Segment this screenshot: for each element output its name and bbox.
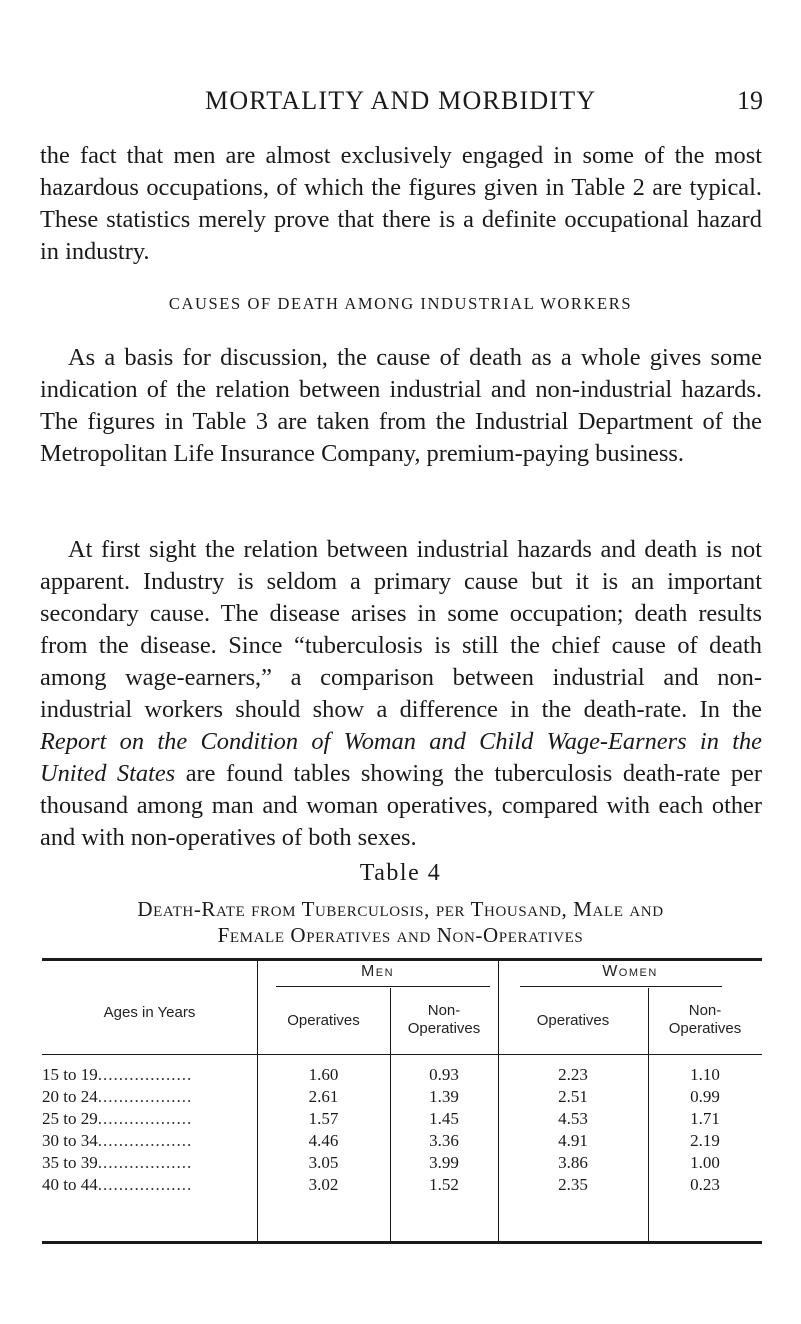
table-row bbox=[42, 1174, 762, 1196]
men-group-rule bbox=[276, 986, 490, 987]
table-body bbox=[42, 1064, 762, 1196]
age-cell bbox=[42, 1152, 252, 1174]
leader-dots: .................. bbox=[97, 1131, 193, 1150]
women-operatives-cell: 2.51 bbox=[558, 1087, 588, 1106]
section-heading: CAUSES OF DEATH AMONG INDUSTRIAL WORKERS bbox=[168, 294, 633, 313]
paragraph-3 bbox=[40, 534, 762, 854]
women-non-operatives-cell: 0.99 bbox=[690, 1087, 720, 1106]
leader-dots: .................. bbox=[97, 1065, 193, 1084]
paragraph-2: As a basis for discussion, the cause of death as a whole gives some indication of the relation between industrial and non-industrial hazards. The figures in Table 3 are taken from the Industrial Department of the Metropolitan Life Insurance Company, premium-paying business. bbox=[40, 344, 762, 467]
header-women-non-operatives-line-1: Non- bbox=[688, 1002, 722, 1019]
age-label: 20 to 24 bbox=[42, 1087, 98, 1106]
age-label: 30 to 34 bbox=[42, 1131, 98, 1150]
men-operatives-cell: 2.61 bbox=[308, 1087, 339, 1106]
paragraph-1: the fact that men are almost exclusively engaged in some of the most hazardous occupations, of which the figures given in Table 2 are typical. These statistics merely prove that there is a definite occupational hazard in industry. bbox=[40, 142, 762, 265]
men-operatives-cell: 1.57 bbox=[308, 1109, 339, 1128]
table-title bbox=[30, 896, 771, 948]
leader-dots: .................. bbox=[97, 1153, 193, 1172]
table-caption: Table 4 bbox=[359, 860, 442, 886]
table-row bbox=[42, 1086, 762, 1108]
age-cell bbox=[42, 1174, 252, 1196]
leader-dots: .................. bbox=[97, 1087, 193, 1106]
age-cell bbox=[42, 1064, 252, 1086]
women-group-rule bbox=[520, 986, 722, 987]
header-women-non-operatives bbox=[648, 1002, 762, 1038]
women-non-operatives-cell: 2.19 bbox=[690, 1131, 720, 1150]
men-operatives-cell: 3.05 bbox=[308, 1153, 339, 1172]
table-row bbox=[42, 1130, 762, 1152]
header-ages: Ages in Years bbox=[103, 1004, 196, 1021]
header-women-non-operatives-line-2: Operatives bbox=[668, 1020, 742, 1037]
age-label: 35 to 39 bbox=[42, 1153, 98, 1172]
age-cell bbox=[42, 1108, 252, 1130]
table-title-line-1: Death-Rate from Tuberculosis, per Thousand, Male and bbox=[137, 897, 664, 921]
tuberculosis-table bbox=[42, 958, 762, 1244]
leader-dots: .................. bbox=[97, 1109, 193, 1128]
men-non-operatives-cell: 1.39 bbox=[429, 1087, 459, 1106]
running-title: MORTALITY AND MORBIDITY bbox=[205, 86, 597, 115]
table-bottom-rule bbox=[42, 1241, 762, 1244]
women-operatives-cell: 4.53 bbox=[558, 1109, 588, 1128]
table-header-rule bbox=[42, 1054, 762, 1055]
header-women-operatives: Operatives bbox=[536, 1012, 610, 1029]
women-non-operatives-cell: 1.71 bbox=[690, 1109, 720, 1128]
men-non-operatives-cell: 1.45 bbox=[429, 1109, 459, 1128]
women-operatives-cell: 2.23 bbox=[558, 1065, 588, 1084]
men-operatives-cell: 1.60 bbox=[308, 1065, 339, 1084]
leader-dots: .................. bbox=[97, 1175, 193, 1194]
paragraph-3-text bbox=[40, 534, 762, 854]
men-non-operatives-cell: 0.93 bbox=[429, 1065, 459, 1084]
table-row bbox=[42, 1152, 762, 1174]
running-head bbox=[0, 84, 801, 124]
age-cell bbox=[42, 1086, 252, 1108]
men-non-operatives-cell: 3.99 bbox=[429, 1153, 459, 1172]
paragraph-3-after: are found tables showing the tuberculosis death-rate per thousand among man and woman operatives, compared with each other and with non-operatives of both sexes. bbox=[40, 760, 762, 851]
age-cell bbox=[42, 1130, 252, 1152]
table-title-line-2: Female Operatives and Non-Operatives bbox=[217, 923, 584, 947]
header-women: Women bbox=[602, 963, 658, 980]
men-operatives-cell: 3.02 bbox=[308, 1175, 339, 1194]
header-men-non-operatives-line-1: Non- bbox=[427, 1002, 461, 1019]
report-title-italic: Report on the Condition of Woman and Child Wage-Earners in the United States bbox=[40, 728, 762, 787]
table-row bbox=[42, 1108, 762, 1130]
age-label: 25 to 29 bbox=[42, 1109, 98, 1128]
header-men-non-operatives-line-2: Operatives bbox=[407, 1020, 481, 1037]
women-non-operatives-cell: 1.10 bbox=[690, 1065, 720, 1084]
age-label: 40 to 44 bbox=[42, 1175, 98, 1194]
women-operatives-cell: 3.86 bbox=[558, 1153, 588, 1172]
men-non-operatives-cell: 1.52 bbox=[429, 1175, 459, 1194]
women-non-operatives-cell: 0.23 bbox=[690, 1175, 720, 1194]
header-men-operatives: Operatives bbox=[287, 1012, 360, 1029]
header-men: Men bbox=[360, 963, 395, 980]
table-row bbox=[42, 1064, 762, 1086]
header-men-non-operatives bbox=[390, 1002, 498, 1038]
women-operatives-cell: 4.91 bbox=[558, 1131, 588, 1150]
page-number: 19 bbox=[737, 86, 763, 115]
women-operatives-cell: 2.35 bbox=[558, 1175, 588, 1194]
table-top-rule bbox=[42, 958, 762, 961]
men-non-operatives-cell: 3.36 bbox=[429, 1131, 459, 1150]
women-non-operatives-cell: 1.00 bbox=[690, 1153, 720, 1172]
age-label: 15 to 19 bbox=[42, 1065, 98, 1084]
paragraph-3-before: At first sight the relation between industrial hazards and death is not apparent. Industry is seldom a primary cause but it is an important secondary cause. The disease arises in some occupation; death results from the disease. Since “tuberculosis is still the chief cause of death among wage-earners,” a comparison between industrial and non-industrial workers should show a difference in the death-rate. In the bbox=[40, 536, 762, 723]
men-operatives-cell: 4.46 bbox=[308, 1131, 339, 1150]
